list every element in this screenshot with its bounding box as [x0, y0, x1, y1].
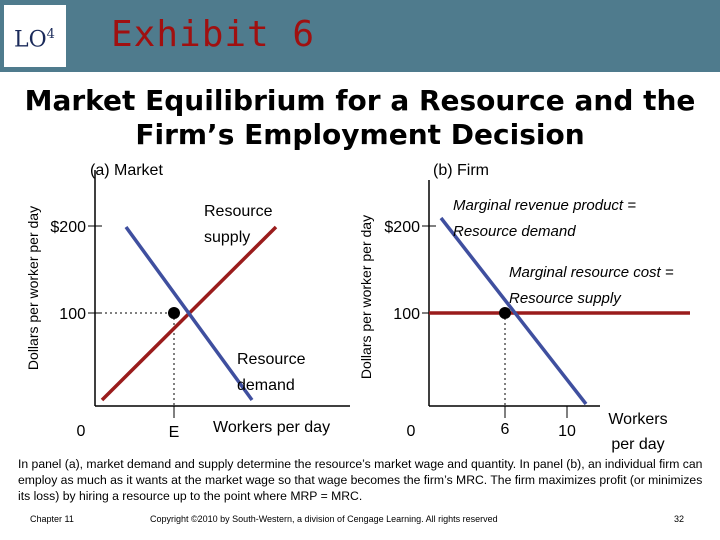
- title-line-2: Firm’s Employment Decision: [135, 118, 585, 151]
- panel-a-y-axis-label: Dollars per worker per day: [25, 205, 41, 371]
- figure-caption: In panel (a), market demand and supply determine the resource’s market wage and quantity. In panel (b), an individual firm can employ as much as it wants at the market wage so that wage becomes the firm’s MRC. The firm maximizes profit (or minimizes its loss) by hiring a resource up to the point where MRP = MRC.: [18, 457, 703, 503]
- mrp-label-line-2: Resource demand: [453, 223, 576, 240]
- resource-demand-line: [126, 227, 252, 400]
- mrp-line: [441, 218, 586, 404]
- panel-b-xtick-6: 6: [500, 421, 510, 438]
- footer-page-number: 32: [674, 514, 685, 524]
- footer-chapter: Chapter 11: [30, 514, 74, 524]
- panel-firm: [358, 162, 690, 453]
- footer-copyright: Copyright ©2010 by South-Western, a division of Cengage Learning. All rights reserved: [150, 514, 498, 524]
- firm-equilibrium-point: [499, 307, 511, 319]
- demand-label-line-2: demand: [237, 377, 295, 394]
- panel-b-x-axis-label-line-2: per day: [611, 436, 665, 453]
- mrp-label-line-1: Marginal revenue product =: [453, 197, 637, 214]
- supply-label-line-1: Resource: [204, 203, 273, 220]
- mrc-label-line-2: Resource supply: [509, 290, 621, 307]
- market-equilibrium-point: [168, 307, 180, 319]
- panel-b-title: (b) Firm: [433, 162, 489, 179]
- panel-a-ytick-100: 100: [59, 306, 86, 323]
- demand-label-line-1: Resource: [237, 351, 306, 368]
- panel-b-ytick-200: $200: [384, 219, 420, 236]
- panel-b-x-axis-label-line-1: Workers: [608, 411, 668, 428]
- lo-superscript: 4: [46, 27, 55, 42]
- panel-a-title: (a) Market: [90, 162, 163, 179]
- lo-label: $LO^4$: [14, 27, 55, 53]
- panel-a-xtick-e: E: [168, 424, 180, 441]
- mrc-label-line-1: Marginal resource cost =: [509, 264, 674, 281]
- panel-b-xtick-10: 10: [558, 423, 576, 440]
- panel-a-ytick-200: $200: [50, 219, 86, 236]
- panel-market: [25, 162, 350, 441]
- title-line-1: Market Equilibrium for a Resource and the: [24, 84, 696, 117]
- panel-b-ytick-100: 100: [393, 306, 420, 323]
- panel-a-x-axis-label: Workers per day: [213, 419, 331, 436]
- supply-label-line-2: supply: [204, 229, 251, 246]
- panel-b-y-axis-label: Dollars per worker per day: [358, 214, 374, 380]
- panel-a-xtick-0: 0: [76, 423, 86, 440]
- exhibit-title: Exhibit 6: [111, 14, 316, 55]
- panel-b-xtick-0: 0: [406, 423, 416, 440]
